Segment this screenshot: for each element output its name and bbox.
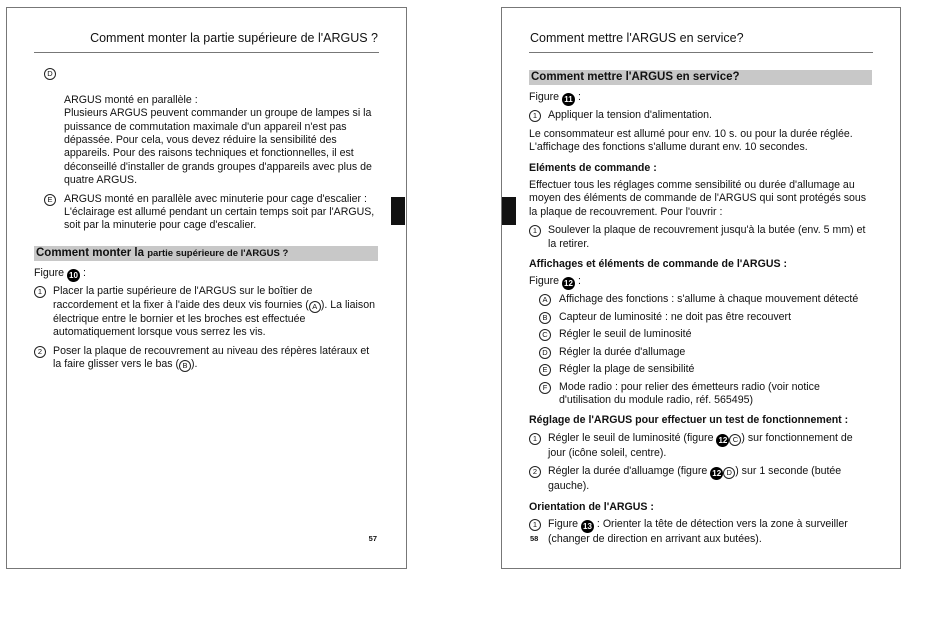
list-item — [539, 381, 872, 408]
section-heading-big: Comment monter la — [36, 246, 144, 259]
section-tab-marker — [391, 197, 405, 225]
marker-e: E — [44, 194, 56, 206]
step-text-a: Régler la durée d'alluamge (figure — [548, 465, 711, 478]
control-elements-list — [529, 293, 872, 407]
element-marker: C — [539, 329, 551, 341]
marker-d: D — [44, 68, 56, 80]
list-item-d — [34, 67, 378, 188]
test-step-2 — [529, 465, 872, 493]
figure-colon: : — [82, 267, 86, 280]
orient-step-1 — [529, 518, 872, 546]
step-marker: 2 — [34, 346, 46, 358]
element-marker: A — [539, 294, 551, 306]
element-text: Mode radio : pour relier des émetteurs radio (voir notice d'utilisation du module radio, réf. 565495) — [559, 380, 820, 406]
figure-number-badge: 11 — [562, 93, 575, 106]
section-heading — [34, 246, 378, 261]
page-number: 57 — [368, 534, 377, 543]
callout-ref: C — [729, 434, 741, 446]
step-text-b: ) sur 1 seconde (butée gauche). — [548, 465, 842, 493]
page-header: Comment mettre l'ARGUS en service? — [530, 31, 744, 45]
element-text: Régler la plage de sensibilité — [559, 363, 695, 376]
element-text: Régler la durée d'allumage — [559, 345, 686, 358]
header-divider — [529, 52, 873, 53]
step-text-b: ). — [191, 357, 198, 370]
element-marker: B — [539, 312, 551, 324]
test-step-1 — [529, 432, 872, 460]
item-text: ARGUS monté en parallèle avec minuterie pour cage d'escalier : L'éclairage est allumé pendant un certain temps soit par l'ARGUS, soit par la minuterie pour cage d'escalier. — [64, 192, 375, 232]
callout-ref: B — [179, 360, 191, 372]
page-content — [34, 67, 378, 377]
step-text-a: Régler le seuil de luminosité (figure — [548, 431, 717, 444]
list-item — [539, 363, 872, 376]
step-text-b: ) sur fonctionnement de jour (icône soleil, centre). — [548, 431, 853, 459]
step-marker: 1 — [529, 519, 541, 531]
figure-colon: : — [577, 91, 581, 104]
element-text: Régler le seuil de luminosité — [559, 328, 692, 341]
subheading-orientation: Orientation de l'ARGUS : — [529, 500, 654, 513]
section-heading: Comment mettre l'ARGUS en service? — [529, 70, 872, 85]
figure-reference — [34, 267, 378, 282]
figure-number-badge: 10 — [67, 269, 80, 282]
step-marker: 2 — [529, 466, 541, 478]
callout-ref: A — [309, 301, 321, 313]
figure-label: Figure — [34, 267, 65, 280]
element-marker: D — [539, 347, 551, 359]
figure-colon: : — [577, 275, 581, 288]
list-item — [539, 328, 872, 341]
paragraph-settings: Effectuer tous les réglages comme sensibilité ou durée d'allumage au moyen des éléments de commande de l'ARGUS qui sont protégés sous la plaque de recouvrement. Pour l'ouvrir : — [529, 179, 867, 218]
step-text-a: Poser la plaque de recouvrement au niveau des répères latéraux et la faire glisser vers le bas ( — [53, 344, 370, 370]
step-lift-cover — [529, 224, 872, 251]
element-text: Capteur de luminosité : ne doit pas être recouvert — [559, 310, 792, 323]
subheading-test: Réglage de l'ARGUS pour effectuer un test de fonctionnement : — [529, 414, 849, 427]
page-58 — [501, 7, 901, 569]
callout-ref: D — [723, 467, 735, 479]
list-item — [539, 346, 872, 359]
step-text: Appliquer la tension d'alimentation. — [548, 109, 712, 122]
subheading-controls: Eléments de commande : — [529, 161, 657, 174]
figure-number-badge: 12 — [716, 434, 729, 447]
step-2 — [34, 345, 378, 372]
step-text-b: : Orienter la tête de détection vers la zone à surveiller (changer de direction en arrivant aux butées). — [548, 517, 848, 545]
header-divider — [34, 52, 379, 53]
list-item-e — [34, 193, 378, 233]
figure-label: Figure — [529, 275, 560, 288]
figure-reference — [529, 275, 872, 290]
list-item — [539, 311, 872, 324]
page-number: 58 — [530, 534, 539, 543]
page-header: Comment monter la partie supérieure de l'ARGUS ? — [90, 31, 378, 45]
section-tab-marker — [502, 197, 516, 225]
section-heading-small: partie supérieure de l'ARGUS ? — [147, 247, 289, 259]
figure-number-badge: 12 — [562, 277, 575, 290]
element-marker: E — [539, 364, 551, 376]
step-text: Soulever la plaque de recouvrement jusqu'à la butée (env. 5 mm) et la retirer. — [548, 224, 866, 250]
step-text-a: Placer la partie supérieure de l'ARGUS sur le boîtier de raccordement et la fixer à l'aide des deux vis fournies ( — [53, 285, 313, 311]
figure-number-badge: 12 — [710, 467, 723, 480]
step-marker: 1 — [529, 225, 541, 237]
figure-label: Figure — [529, 91, 560, 104]
page-content — [529, 64, 872, 551]
step-text-a: Figure — [548, 517, 581, 530]
item-text: ARGUS monté en parallèle : Plusieurs ARGUS peuvent commander un groupe de lampes si la puissance de commutation maximale d'un appareil n'est pas dépassée. Pour cela, vous devez réduire la sensibilité des appareils. Pour des raisons techniques et fonctionnelles, il est déconseillé d'installer de grands groupes d'appareils avec plus de quatre ARGUS. — [64, 93, 372, 187]
figure-reference — [529, 91, 872, 106]
paragraph-consumer: Le consommateur est allumé pour env. 10 s. ou pour la durée réglée. L'affichage des fonctions s'allume durant env. 10 secondes. — [529, 127, 853, 154]
step-marker: 1 — [529, 110, 541, 122]
step-marker: 1 — [529, 433, 541, 445]
step-power — [529, 109, 872, 122]
element-text: Affichage des fonctions : s'allume à chaque mouvement détecté — [559, 293, 859, 306]
step-1 — [34, 285, 378, 339]
page-57 — [6, 7, 407, 569]
subheading-displays: Affichages et éléments de commande de l'ARGUS : — [529, 258, 788, 271]
figure-number-badge: 13 — [581, 520, 594, 533]
step-text-b: ). La liaison électrique entre le bornier et les broches est effectuée automatiquement lorsque vous serrez les vis. — [53, 298, 375, 339]
step-marker: 1 — [34, 286, 46, 298]
element-marker: F — [539, 382, 551, 394]
list-item — [539, 293, 872, 306]
